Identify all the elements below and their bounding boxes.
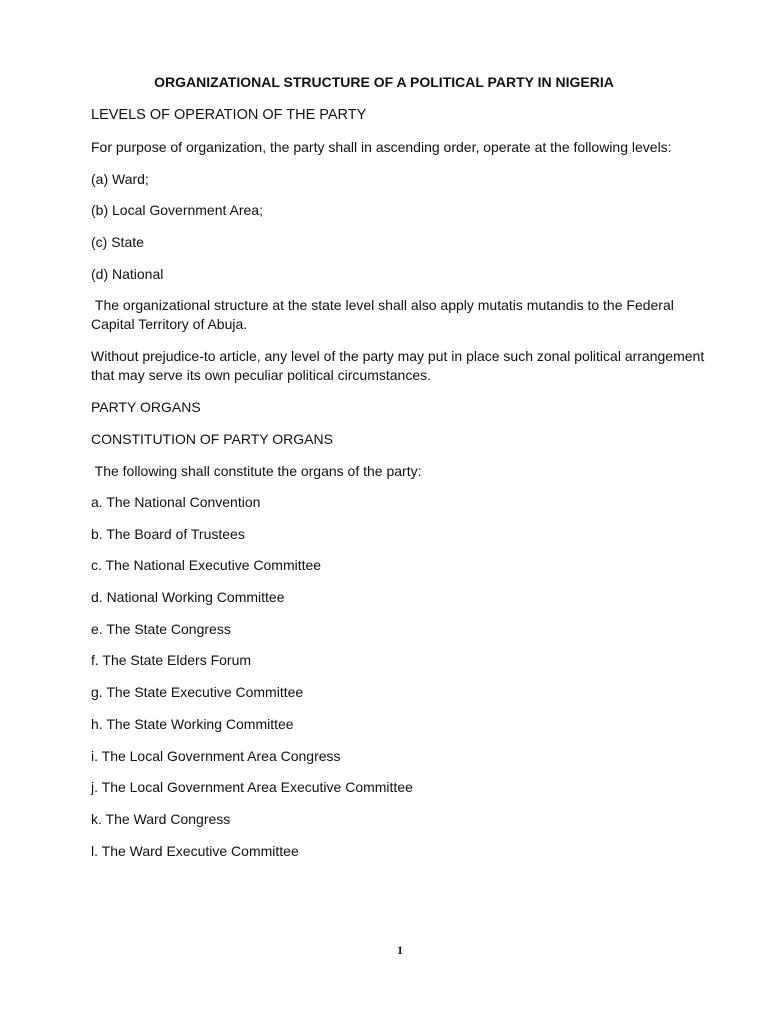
section-heading-constitution: CONSTITUTION OF PARTY ORGANS	[91, 431, 333, 447]
organ-item: c. The National Executive Committee	[91, 557, 322, 573]
level-item-national: (d) National	[91, 266, 164, 282]
document-title: ORGANIZATIONAL STRUCTURE OF A POLITICAL PARTY IN NIGERIA	[154, 74, 614, 90]
section-heading-party-organs: PARTY ORGANS	[91, 399, 201, 415]
organ-item: b. The Board of Trustees	[91, 526, 245, 542]
organ-item: d. National Working Committee	[91, 589, 285, 605]
organ-item: h. The State Working Committee	[91, 716, 294, 732]
paragraph-zonal: Without prejudice-to article, any level of the party may put in place such zonal political arrangement that may serve its own peculiar political circumstances.	[91, 348, 705, 383]
intro-paragraph: For purpose of organization, the party shall in ascending order, operate at the following levels:	[91, 139, 672, 155]
organ-item: a. The National Convention	[91, 494, 261, 510]
organ-item: j. The Local Government Area Executive Committee	[91, 779, 413, 795]
organ-item: l. The Ward Executive Committee	[91, 843, 299, 859]
organs-intro: The following shall constitute the organs of the party:	[91, 463, 422, 479]
organ-item: k. The Ward Congress	[91, 811, 231, 827]
paragraph-fct: The organizational structure at the state level shall also apply mutatis mutandis to the Federal Capital Territory of Abuja.	[91, 297, 678, 332]
organ-item: e. The State Congress	[91, 621, 231, 637]
page-number: 1	[397, 943, 403, 957]
organ-item: f. The State Elders Forum	[91, 652, 252, 668]
section-heading-levels: LEVELS OF OPERATION OF THE PARTY	[91, 107, 367, 123]
level-item-state: (c) State	[91, 234, 144, 250]
level-item-ward: (a) Ward;	[91, 171, 149, 187]
level-item-lga: (b) Local Government Area;	[91, 202, 263, 218]
organ-item: g. The State Executive Committee	[91, 684, 304, 700]
organ-item: i. The Local Government Area Congress	[91, 748, 341, 764]
